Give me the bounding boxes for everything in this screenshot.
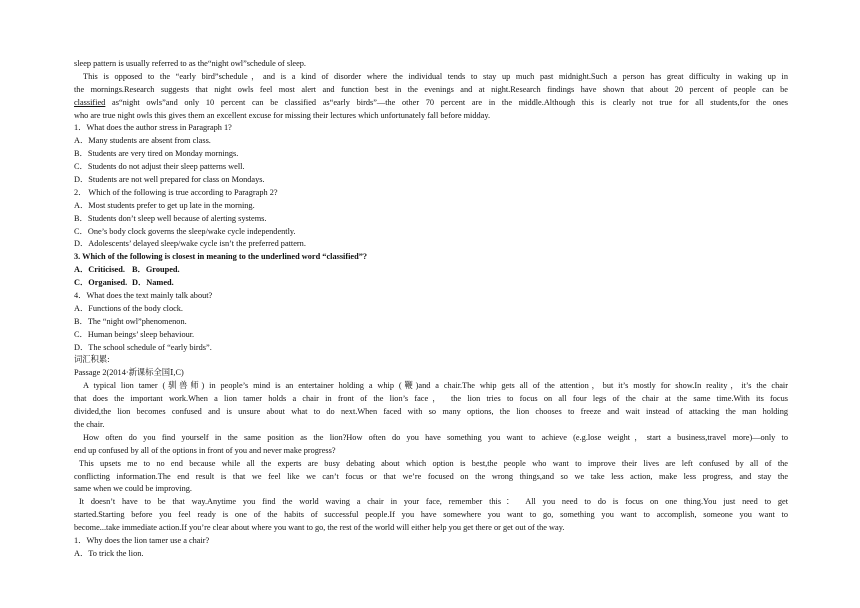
option-d: D．Named. <box>132 278 174 288</box>
paragraph-line: This upsets me to no end because while all the experts are busy debating about which option is best,the people who want to improve their lives are left confused by all of the <box>79 458 788 468</box>
option-d: D．The school schedule of “early birds”. <box>74 342 212 352</box>
option-b: B．Students are very tired on Monday mornings. <box>74 149 239 159</box>
paragraph-line: end up confused by all of the options in front of you and never make progress? <box>74 445 336 455</box>
question-stem: 1．Why does the lion tamer use a chair? <box>74 535 210 545</box>
question-stem: 3. Which of the following is closest in meaning to the underlined word “classified”? <box>74 252 368 262</box>
option-a: A．Functions of the body clock. <box>74 303 183 313</box>
paragraph-line: How often do you find yourself in the same position as the lion?How often do you have something you want to achieve (e.g.lose weight，start a business,travel more)—only to <box>83 432 788 442</box>
option-a: A．Most students prefer to get up late in the morning. <box>74 200 255 210</box>
paragraph-line: same when we could be improving. <box>74 484 192 494</box>
option-a: A．To trick the lion. <box>74 548 144 558</box>
option-c: C．Human beings’ sleep behaviour. <box>74 329 195 339</box>
paragraph-line: It doesn’t have to be that way.Anytime you find the world waving a chair in your face, remember this： All you need to do is focus on one thing.You just need to get <box>79 497 788 507</box>
passage2-paragraph-1 <box>74 380 788 432</box>
passage2-paragraph-3 <box>74 458 788 497</box>
question-4 <box>74 290 788 354</box>
paragraph-line: divided,the lion becomes confused and is unsure about what to do next.When faced with so many options, the lion chooses to freeze and wait instead of attacking the man holding <box>74 407 788 417</box>
paragraph-line <box>74 97 788 110</box>
question-2 <box>74 187 788 251</box>
passage2-heading: Passage 2(2014·新课标全国Ⅰ,C) <box>74 368 184 378</box>
option-d: D．Adolescents’ delayed sleep/wake cycle isn’t the preferred pattern. <box>74 239 306 249</box>
question-stem: 1．What does the author stress in Paragraph 1? <box>74 123 232 133</box>
document-page <box>74 58 788 561</box>
option-c: C．Students do not adjust their sleep patterns well. <box>74 162 245 172</box>
passage1-paragraph <box>74 71 788 123</box>
option-d: D．Students are not well prepared for class on Mondays. <box>74 175 265 185</box>
paragraph-line: become...take immediate action.If you’re clear about where you want to go, the rest of the world will either help you get there or get out of the way. <box>74 523 565 533</box>
paragraph-line: the chair. <box>74 419 105 429</box>
question-stem: 2． Which of the following is true according to Paragraph 2? <box>74 187 278 197</box>
paragraph-line: the mornings.Research suggests that night owls feel most alert and function best in the evenings and at night.Research findings have shown that about 20 percent of people can be <box>74 84 788 94</box>
option-b: B．Grouped. <box>132 265 180 275</box>
option-c: C．Organised. <box>74 278 128 288</box>
paragraph-line: that does the important work.When a lion tamer holds a chair in front of the lion’s face， the lion tries to focus on all four legs of the chair at the same time.With its focus <box>74 394 788 404</box>
option-c: C．One’s body clock governs the sleep/wake cycle independently. <box>74 226 296 236</box>
paragraph-line: A typical lion tamer (驯兽师) in people’s mind is an entertainer holding a whip (鞭)and a chair.The whip gets all of the attention，but it’s mostly for show.In reality，it’s the chair <box>83 381 788 391</box>
passage1-line: sleep pattern is usually referred to as the“night owl”schedule of sleep. <box>74 59 307 68</box>
passage2-paragraph-4 <box>74 496 788 535</box>
vocabulary-label: 词汇积累: <box>74 355 110 365</box>
question-1 <box>74 122 788 186</box>
options-row <box>74 264 788 277</box>
options-row <box>74 277 788 290</box>
passage2-paragraph-2 <box>74 432 788 458</box>
paragraph-text: as“night owls”and only 10 percent can be classified as“early birds”—the other 70 percent are in the middle.Although this is clearly not true for all students,for the ones <box>112 97 788 107</box>
question-3 <box>74 251 788 290</box>
option-a: A．Criticised. <box>74 265 125 275</box>
paragraph-line: This is opposed to the “early bird”schedule，and is a kind of disorder where the individual tends to stay up much past midnight.Such a person has great difficulty in waking up in <box>83 71 788 81</box>
underlined-word: classified <box>74 97 106 107</box>
option-b: B．The “night owl”phenomenon. <box>74 316 187 326</box>
paragraph-line: conflicting information.The end result is that we feel like we can’t focus or that we’re focused on the wrong things,and so we take less action, make less progress, and stay the <box>74 471 788 481</box>
passage2-question-1 <box>74 535 788 561</box>
option-a: A．Many students are absent from class. <box>74 136 211 146</box>
paragraph-line: who are true night owls this gives them an excellent excuse for missing their lectures which unfortunately fall before midday. <box>74 110 491 120</box>
option-b: B．Students don’t sleep well because of alerting systems. <box>74 213 267 223</box>
question-stem: 4．What does the text mainly talk about? <box>74 291 213 301</box>
paragraph-line: started.Starting before you feel ready is one of the habits of successful people.If you have somewhere you want to go, something you want to accomplish, someone you want to <box>74 510 788 520</box>
